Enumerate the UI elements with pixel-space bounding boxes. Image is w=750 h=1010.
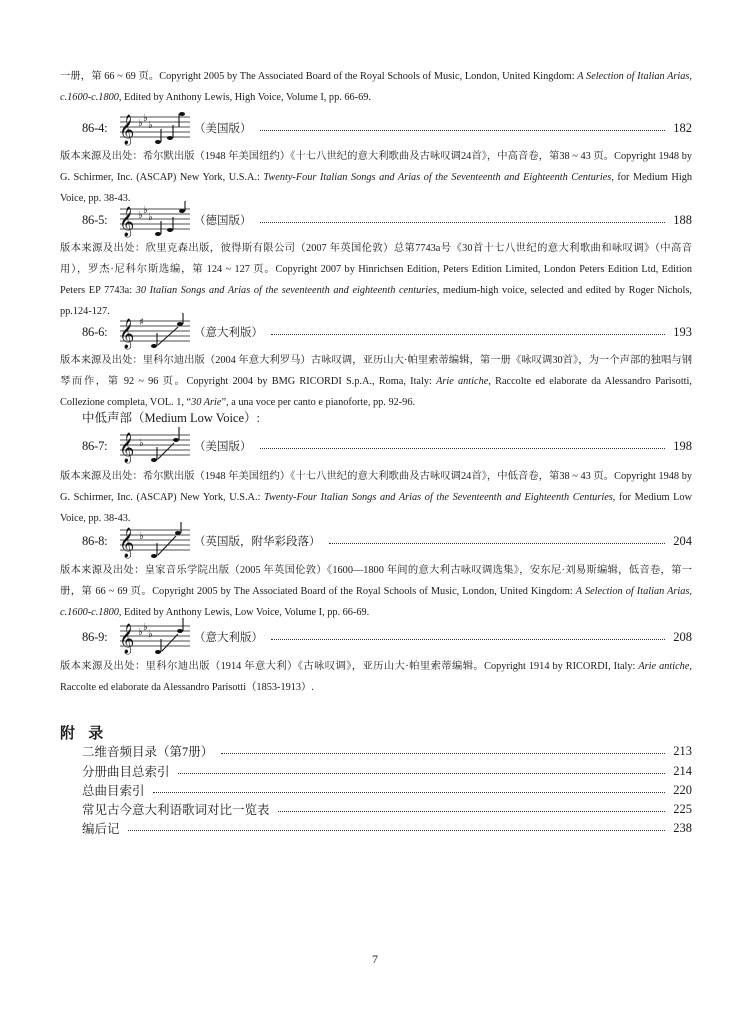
entry-86-6-source: 版本来源及出处：里科尔迪出版（2004 年意大利罗马）古咏叹调，亚历山大·帕里索蒂编辑，第一册《咏叹调30首》，为一个声部的独唱与钢琴而作，第 92 ~ 96 页。Copyright 2004 by BMG RICORDI S.p.A., Roma, Italy: Arie antiche, Raccolte ed elaborate da Alessandro Parisotti, Collezione completa, VOL. 1, “30 Arie”, a una voce per canto e pianoforte, pp. 92-96. (60, 355, 692, 408)
svg-text:♭: ♭ (143, 205, 148, 216)
leader-dots (271, 639, 665, 640)
svg-text:♭: ♭ (138, 627, 143, 638)
music-incipit-icon (118, 109, 192, 147)
entry-edition: （意大利版） (194, 327, 263, 339)
entry-page-number: 182 (673, 120, 692, 135)
svg-text:♭: ♭ (139, 531, 144, 542)
entry-edition: （美国版） (194, 123, 252, 135)
appendix-item-label: 二维音频目录（第7册） (82, 745, 214, 759)
entry-86-5 (82, 205, 692, 235)
entry-code: 86-8: (82, 533, 108, 548)
entry-86-4 (82, 113, 692, 143)
entry-86-8-source: 版本来源及出处：皇家音乐学院出版（2005 年英国伦敦）《1600—1800 年间的意大利古咏叹调选集》，安东尼·刘易斯编辑，低音卷，第一册，第 66 ~ 69 页。Copyright 2005 by The Associated Board of the Royal Schools of Music, London, United Kingdom: A Selection of Italian Arias, c.1600-c.1800, Edited by Anthony Lewis, Low Voice, Volume I, pp. 66-69. (60, 565, 692, 618)
leader-dots (260, 448, 666, 449)
appendix-item[interactable] (82, 762, 692, 780)
appendix-item-page: 213 (673, 743, 692, 758)
svg-text:♭: ♭ (138, 210, 143, 221)
entry-page-number: 204 (673, 533, 692, 548)
music-incipit-icon (118, 618, 192, 656)
svg-text:𝄞: 𝄞 (119, 207, 135, 237)
svg-text:𝄞: 𝄞 (119, 319, 135, 349)
appendix-title: 附 录 (60, 724, 108, 742)
entry-86-7 (82, 431, 692, 461)
leader-dots (329, 543, 666, 544)
music-incipit-icon (118, 427, 192, 465)
appendix-item-label: 常见古今意大利语歌词对比一览表 (82, 803, 270, 817)
svg-text:𝄞: 𝄞 (119, 115, 135, 145)
entry-86-4-source: 版本来源及出处：希尔默出版（1948 年美国纽约）《十七八世纪的意大利歌曲及古咏叹调24首》，中高音卷，第38 ~ 43 页。Copyright 1948 by G. Schirmer, Inc. (ASCAP) New York, U.S.A.: Twenty-Four Italian Songs and Arias of the Seventeenth and Eighteenth Centuries, for Medium High Voice, pp. 38-43. (60, 151, 692, 204)
page-number: 7 (372, 952, 378, 966)
entry-edition: （意大利版） (194, 632, 263, 644)
svg-text:♭: ♭ (148, 120, 153, 131)
music-incipit-icon (118, 201, 192, 239)
appendix-item-label: 分册曲目总索引 (82, 765, 170, 779)
appendix-item-page: 220 (673, 782, 692, 797)
leader-dots (260, 130, 666, 131)
entry-page-number: 198 (673, 438, 692, 453)
entry-86-5-source: 版本来源及出处：欣里克森出版，彼得斯有限公司（2007 年英国伦敦）总第7743a号《30首十七八世纪的意大利歌曲和咏叹调》（中高音用），罗杰·尼科尔斯选编，第 124 ~ 127 页。Copyright 2007 by Hinrichsen Edition, Peters Edition Limited, London Peters Edition Ltd, Edition Peters EP 7743a: 30 Italian Songs and Arias of the seventeenth and eighteenth centuries, medium-high voice, selected and edited by Roger Nichols, pp.124-127. (60, 243, 692, 317)
entry-86-7-source: 版本来源及出处：希尔默出版（1948 年美国纽约）《十七八世纪的意大利歌曲及古咏叹调24首》，中低音卷，第38 ~ 43 页。Copyright 1948 by G. Schirmer, Inc. (ASCAP) New York, U.S.A.: Twenty-Four Italian Songs and Arias of the Seventeenth and Eighteenth Centuries, for Medium Low Voice, pp. 38-43. (60, 471, 693, 524)
appendix-item-label: 编后记 (82, 822, 120, 836)
intro-paragraph: 一册，第 66 ~ 69 页。Copyright 2005 by The Associated Board of the Royal Schools of Music, London, United Kingdom: A Selection of Italian Arias, c.1600-c.1800, Edited by Anthony Lewis, High Voice, Volume I, pp. 66-69. (60, 71, 692, 103)
entry-code: 86-5: (82, 212, 108, 227)
leader-dots (178, 773, 666, 774)
appendix-item[interactable] (82, 781, 692, 799)
section-medium-low-voice: 中低声部（Medium Low Voice）: (82, 411, 261, 425)
entry-edition: （英国版，附华彩段落） (194, 536, 321, 548)
svg-text:♯: ♯ (139, 317, 144, 328)
appendix-item[interactable] (82, 742, 692, 760)
entry-page-number: 208 (673, 629, 692, 644)
svg-text:♭: ♭ (138, 118, 143, 129)
svg-text:♭: ♭ (148, 212, 153, 223)
music-incipit-icon (118, 313, 192, 351)
leader-dots (128, 830, 666, 831)
appendix-item-page: 225 (673, 801, 692, 816)
entry-86-9 (82, 622, 692, 652)
entry-86-8 (82, 526, 692, 556)
entry-edition: （美国版） (194, 441, 252, 453)
svg-text:♭: ♭ (143, 622, 148, 633)
appendix-item[interactable] (82, 819, 692, 837)
svg-text:♭: ♭ (139, 438, 144, 449)
entry-page-number: 193 (673, 324, 692, 339)
appendix-item[interactable] (82, 800, 692, 818)
leader-dots (260, 222, 666, 223)
music-incipit-icon (118, 522, 192, 560)
appendix-item-page: 238 (673, 820, 692, 835)
entry-code: 86-4: (82, 120, 108, 135)
appendix-item-page: 214 (673, 763, 692, 778)
leader-dots (271, 334, 665, 335)
svg-text:♭: ♭ (148, 629, 153, 640)
leader-dots (278, 811, 666, 812)
entry-86-9-source: 版本来源及出处：里科尔迪出版（1914 年意大利）《古咏叹调》，亚历山大·帕里索蒂编辑。Copyright 1914 by RICORDI, Italy: Arie antiche, Raccolte ed elaborate da Alessandro Parisotti（1853-1913）. (60, 661, 692, 693)
entry-86-6 (82, 317, 692, 347)
entry-code: 86-7: (82, 438, 108, 453)
svg-text:𝄞: 𝄞 (119, 433, 135, 463)
entry-edition: （德国版） (194, 215, 252, 227)
entry-page-number: 188 (673, 212, 692, 227)
entry-code: 86-6: (82, 324, 108, 339)
entry-code: 86-9: (82, 629, 108, 644)
leader-dots (153, 792, 666, 793)
svg-text:♭: ♭ (143, 113, 148, 124)
svg-text:𝄞: 𝄞 (119, 528, 135, 558)
svg-text:𝄞: 𝄞 (119, 624, 135, 654)
leader-dots (221, 753, 665, 754)
appendix-item-label: 总曲目索引 (82, 784, 145, 798)
